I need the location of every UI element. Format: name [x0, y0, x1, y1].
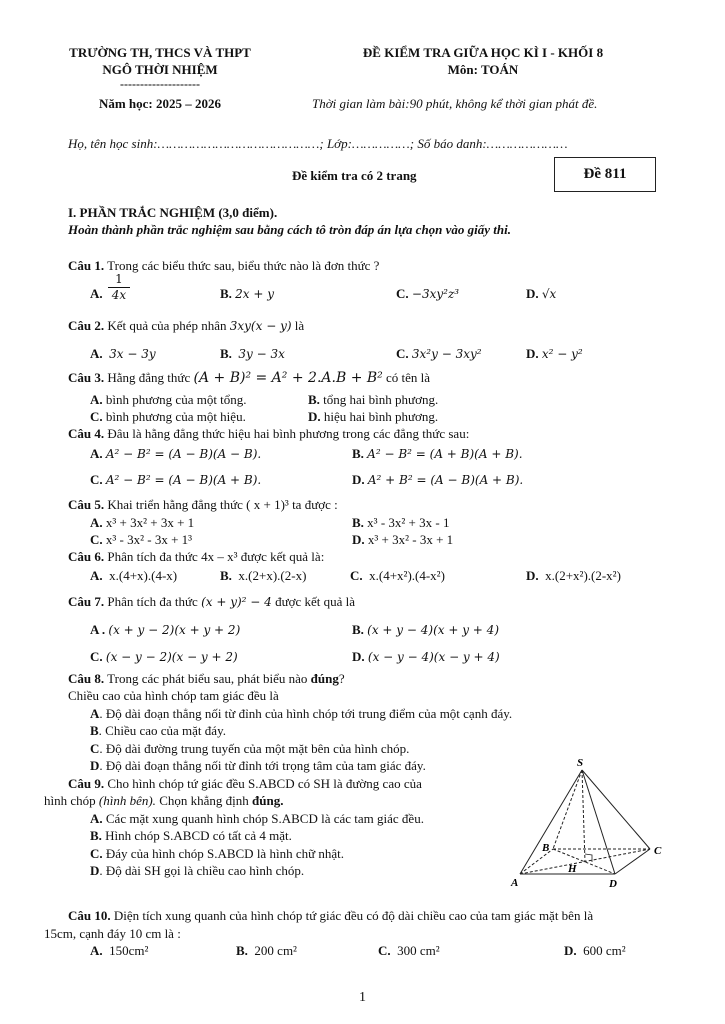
fraction-numerator: 1 [115, 272, 123, 286]
school-year: Năm học: 2025 – 2026 [98, 96, 222, 111]
q10-option-a-label: A. [90, 943, 103, 958]
q10-prompt-line: 15cm, cạnh đáy 10 cm là : [44, 926, 181, 941]
q8-option-a-value: . Độ dài đoạn thẳng nối từ đỉnh của hình chóp tới trung điểm của một cạnh đáy. [99, 706, 513, 721]
question-10 [68, 908, 593, 924]
q1-option-d-label: D. [526, 286, 539, 301]
time-note: Thời gian làm bài:90 phút, không kể thời gian phát đề. [312, 96, 598, 111]
question-expression: 3xy(x − y) [229, 319, 292, 333]
q2-option-b-label: B. [220, 346, 232, 361]
height-SH [582, 770, 585, 862]
q7-option-b-value: (x + y − 4)(x + y + 4) [367, 623, 499, 637]
vertex-B: B [542, 842, 550, 854]
q9-option-a-value: Các mặt xung quanh hình chóp S.ABCD là các tam giác đều. [105, 811, 424, 826]
school-name-line2: NGÔ THỜI NHIỆM [102, 62, 218, 77]
q8-option-a-label: A [90, 706, 100, 721]
q9-option-a-label: A. [90, 811, 103, 826]
q1-option-d-value: √x [541, 287, 557, 301]
q9-prompt-line [44, 793, 283, 809]
q2-option-c-value: 3x²y − 3xy² [411, 347, 482, 361]
q1-option-c-label: C. [396, 286, 409, 301]
q8-option-c-value: . Độ dài đường trung tuyến của một mặt bên của hình chóp. [99, 741, 410, 756]
q1-option-b-value: 2x + y [235, 287, 275, 301]
question-text: Đâu là hằng đẳng thức hiệu hai bình phương trong các đẳng thức sau: [107, 426, 470, 441]
q5-option-a-value: x³ + 3x² + 3x + 1 [105, 515, 195, 530]
q9-option-b-label: B. [90, 828, 102, 843]
question-text: Diện tích xung quanh của hình chóp tứ giác đều có độ dài chiều cao của tam giác mặt bên là [113, 908, 594, 923]
question-label: Câu 6. [68, 549, 105, 564]
question-text: Phân tích đa thức 4x – x³ được kết quả là: [107, 549, 325, 564]
question-tail: được kết quả là [275, 594, 356, 609]
section-instruction: Hoàn thành phần trắc nghiệm sau bằng cách tô tròn đáp án lựa chọn vào giấy thi. [68, 222, 512, 237]
q10-option-d-value: 600 cm² [583, 943, 626, 958]
vertex-D: D [609, 878, 617, 890]
q8-option-b-value: . Chiều cao của mặt đáy. [98, 723, 226, 738]
q9-option-c-label: C. [90, 846, 103, 861]
vertex-C: C [654, 845, 662, 857]
question-tail: có tên là [386, 370, 431, 385]
student-info-line: Họ, tên học sinh:……………………………………; Lớp:……………; Số báo danh:………………… [68, 136, 568, 151]
q7-option-c-label: C. [90, 649, 103, 664]
question-text: Cho hình chóp tứ giác đều S.ABCD có SH là đường cao của [107, 776, 422, 791]
q3-option-b-value: tổng hai bình phương. [323, 392, 439, 407]
q9-prompt-part: hình chóp [44, 793, 96, 808]
q3-option-a-label: A. [90, 392, 103, 407]
question-label: Câu 4. [68, 426, 105, 441]
q2-option-d-label: D. [526, 346, 539, 361]
question-expression: (A + B)² = A² + 2.A.B + B² [193, 370, 383, 386]
q4-option-d-value: A² + B² = (A − B)(A + B). [367, 473, 524, 487]
question-text: Phân tích đa thức [107, 594, 198, 609]
question-label: Câu 1. [68, 258, 105, 273]
q2-option-d-value: x² − y² [541, 347, 583, 361]
question-emphasis: đúng [310, 671, 339, 686]
q5-option-b-label: B. [352, 515, 364, 530]
q4-option-c-label: C. [90, 472, 103, 487]
exam-title: ĐỀ KIỂM TRA GIỮA HỌC KÌ I - KHỐI 8 [362, 45, 604, 60]
fraction-denominator: 4x [111, 288, 127, 302]
pages-note: Đề kiểm tra có 2 trang [292, 168, 417, 183]
q9-prompt-emphasis: đúng. [252, 793, 284, 808]
q10-option-b-label: B. [236, 943, 248, 958]
question-5 [68, 497, 338, 513]
q7-option-a-value: (x + y − 2)(x + y + 2) [108, 623, 241, 637]
q7-option-d-value: (x − y − 4)(x − y + 4) [367, 650, 500, 664]
q5-option-c-value: x³ - 3x² - 3x + 1³ [105, 532, 193, 547]
question-label: Câu 2. [68, 318, 105, 333]
q4-option-b-value: A² − B² = (A + B)(A + B). [367, 447, 523, 461]
q10-option-a-value: 150cm² [109, 943, 149, 958]
q5-option-d-label: D. [352, 532, 365, 547]
question-7 [68, 594, 355, 610]
q10-option-c-label: C. [378, 943, 391, 958]
q6-option-d-value: x.(2+x²).(2-x²) [545, 568, 621, 583]
question-6 [68, 549, 324, 565]
q8-option-d-label: D [90, 758, 100, 773]
question-8 [68, 671, 345, 687]
q9-prompt-italic: (hình bên). [98, 793, 156, 808]
q8-prompt-line: Chiều cao của hình chóp tam giác đều là [68, 688, 279, 703]
question-text: Kết quả của phép nhân [107, 318, 227, 333]
q7-option-c-value: (x − y − 2)(x − y + 2) [105, 650, 238, 664]
edge-SB [553, 770, 582, 849]
question-text: Hằng đẳng thức [107, 370, 191, 385]
question-tail: là [294, 318, 305, 333]
q2-option-b-value: 3y − 3x [238, 347, 285, 361]
q6-option-a-value: x.(4+x).(4-x) [109, 568, 178, 583]
q5-option-d-value: x³ + 3x² - 3x + 1 [367, 532, 454, 547]
exam-code-box: Đề 811 [554, 157, 656, 192]
edge-SA [520, 770, 582, 874]
q7-option-d-label: D. [352, 649, 365, 664]
q8-option-b-label: B [90, 723, 99, 738]
question-4 [68, 426, 469, 442]
q3-option-a-value: bình phương của một tổng. [105, 392, 247, 407]
q6-option-b-label: B. [220, 568, 232, 583]
q7-option-a-label: A . [90, 622, 106, 637]
q9-option-d-value: . Độ dài SH gọi là chiều cao hình chóp. [99, 863, 305, 878]
exam-subject: Môn: TOÁN [447, 62, 519, 77]
edge-CD [615, 849, 650, 874]
vertex-S: S [577, 757, 584, 769]
q3-option-c-label: C. [90, 409, 103, 424]
q4-option-b-label: B. [352, 446, 364, 461]
q1-option-b-label: B. [220, 286, 232, 301]
page-number: 1 [359, 990, 366, 1005]
header-divider: -------------------- [120, 77, 200, 91]
question-label: Câu 9. [68, 776, 105, 791]
q6-option-c-value: x.(4+x²).(4-x²) [369, 568, 445, 583]
q9-option-c-value: Đáy của hình chóp S.ABCD là hình chữ nhật. [105, 846, 345, 861]
q4-option-a-value: A² − B² = (A − B)(A − B). [105, 447, 262, 461]
q3-option-c-value: bình phương của một hiệu. [105, 409, 246, 424]
q3-option-d-label: D. [308, 409, 321, 424]
question-label: Câu 7. [68, 594, 105, 609]
q2-option-a-label: A. [90, 346, 103, 361]
q1-option-a-label: A. [90, 286, 103, 301]
question-label: Câu 10. [68, 908, 111, 923]
q8-option-c-label: C [90, 741, 100, 756]
question-label: Câu 8. [68, 671, 105, 686]
q4-option-a-label: A. [90, 446, 103, 461]
section-title: I. PHẦN TRẮC NGHIỆM (3,0 điểm). [68, 205, 278, 220]
edge-SC [582, 770, 650, 849]
pyramid-figure [505, 756, 675, 896]
q5-option-c-label: C. [90, 532, 103, 547]
q10-option-c-value: 300 cm² [397, 943, 440, 958]
question-label: Câu 3. [68, 370, 105, 385]
q4-option-c-value: A² − B² = (A − B)(A + B). [105, 473, 262, 487]
q3-option-b-label: B. [308, 392, 320, 407]
q5-option-b-value: x³ - 3x² + 3x - 1 [367, 515, 450, 530]
q2-option-c-label: C. [396, 346, 409, 361]
question-text: Khai triển hằng đẳng thức ( x + 1)³ ta được : [107, 497, 338, 512]
q10-option-b-value: 200 cm² [254, 943, 297, 958]
q7-option-b-label: B. [352, 622, 364, 637]
q9-option-d-label: D [90, 863, 100, 878]
q6-option-c-label: C. [350, 568, 363, 583]
q9-option-b-value: Hình chóp S.ABCD có tất cả 4 mặt. [105, 828, 292, 843]
question-3 [68, 370, 430, 386]
q9-prompt-part: Chọn khẳng định [159, 793, 249, 808]
question-expression: (x + y)² − 4 [201, 595, 272, 609]
question-tail: ? [338, 671, 345, 686]
question-text: Trong các phát biểu sau, phát biểu nào [107, 671, 308, 686]
point-H: H [568, 863, 577, 875]
q2-option-a-value: 3x − 3y [109, 347, 156, 361]
q6-option-d-label: D. [526, 568, 539, 583]
q8-option-d-value: . Độ dài đoạn thẳng nối từ đỉnh tới trọng tâm của tam giác đáy. [99, 758, 426, 773]
q4-option-d-label: D. [352, 472, 365, 487]
question-text: Trong các biểu thức sau, biểu thức nào là đơn thức ? [107, 258, 380, 273]
vertex-A: A [511, 877, 519, 889]
q5-option-a-label: A. [90, 515, 103, 530]
q6-option-a-label: A. [90, 568, 103, 583]
question-2 [68, 318, 304, 334]
q1-option-a-fraction [108, 272, 130, 302]
q10-option-d-label: D. [564, 943, 577, 958]
q3-option-d-value: hiệu hai bình phương. [323, 409, 439, 424]
question-label: Câu 5. [68, 497, 105, 512]
school-name-line1: TRƯỜNG TH, THCS VÀ THPT [69, 45, 251, 60]
question-9 [68, 776, 422, 792]
q1-option-c-value: −3xy²z³ [411, 287, 460, 301]
q6-option-b-value: x.(2+x).(2-x) [238, 568, 307, 583]
